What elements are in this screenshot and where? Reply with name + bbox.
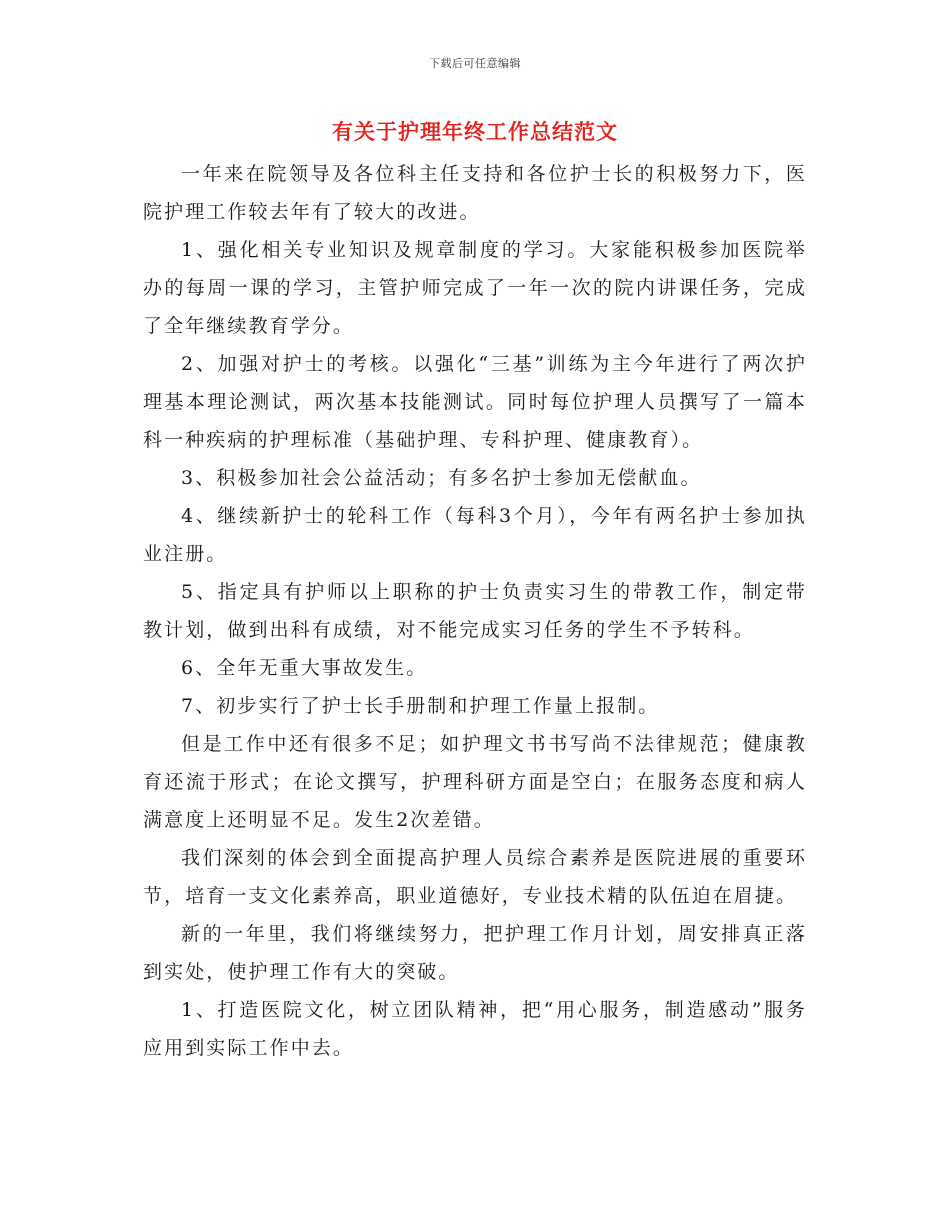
paragraph-intro: 一年来在院领导及各位科主任支持和各位护士长的积极努力下，医院护理工作较去年有了较大的改进。	[143, 163, 807, 223]
paragraph-item-6: 6、全年无重大事故发生。	[181, 657, 428, 679]
paragraph-reflection: 我们深刻的体会到全面提高护理人员综合素养是医院进展的重要环节，培育一支文化素养高，职业道德好，专业技术精的队伍迫在眉捷。	[143, 847, 807, 907]
paragraph-shortcomings: 但是工作中还有很多不足；如护理文书书写尚不法律规范；健康教育还流于形式；在论文撰写，护理科研方面是空白；在服务态度和病人满意度上还明显不足。发生2次差错。	[143, 733, 807, 831]
paragraph-item-2: 2、加强对护士的考核。以强化“三基”训练为主今年进行了两次护理基本理论测试，两次基本技能测试。同时每位护理人员撰写了一篇本科一种疾病的护理标准（基础护理、专科护理、健康教育）。	[143, 353, 807, 451]
paragraph-item-4: 4、继续新护士的轮科工作（每科3个月），今年有两名护士参加执业注册。	[143, 505, 807, 565]
header-note: 下载后可任意编辑	[429, 57, 521, 70]
paragraph-item-1: 1、强化相关专业知识及规章制度的学习。大家能积极参加医院举办的每周一课的学习，主管护师完成了一年一次的院内讲课任务，完成了全年继续教育学分。	[143, 239, 807, 337]
document-body	[143, 155, 807, 1067]
paragraph-item-5: 5、指定具有护师以上职称的护士负责实习生的带教工作，制定带教计划，做到出科有成绩，对不能完成实习任务的学生不予转科。	[143, 581, 807, 641]
paragraph-new-year: 新的一年里，我们将继续努力，把护理工作月计划，周安排真正落到实处，使护理工作有大的突破。	[143, 923, 807, 983]
paragraph-item-3: 3、积极参加社会公益活动；有多名护士参加无偿献血。	[181, 467, 702, 489]
paragraph-item-7: 7、初步实行了护士长手册制和护理工作量上报制。	[181, 695, 660, 717]
paragraph-plan-1: 1、打造医院文化，树立团队精神，把“用心服务，制造感动”服务应用到实际工作中去。	[143, 999, 807, 1059]
document-title: 有关于护理年终工作总结范文	[332, 120, 618, 144]
